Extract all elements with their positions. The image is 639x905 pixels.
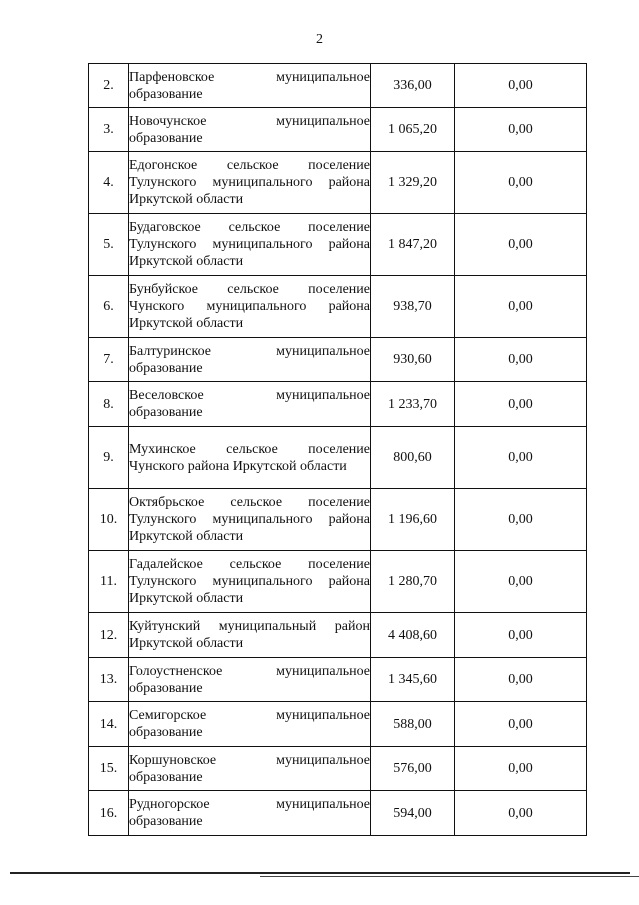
municipality-name: Балтуринское муниципальное образование: [129, 338, 371, 382]
table-row: [89, 613, 587, 658]
municipality-name: Семигорское муниципальное образование: [129, 702, 371, 747]
municipality-name: Парфеновское муниципальное образование: [129, 64, 371, 108]
value-cell: 0,00: [455, 702, 587, 747]
row-number: 14.: [89, 702, 129, 747]
amount-cell: 1 847,20: [371, 214, 455, 276]
municipality-name: Куйтунский муниципальный район Иркутской области: [129, 613, 371, 658]
table-row: [89, 658, 587, 702]
value-cell: 0,00: [455, 338, 587, 382]
table-body: [89, 64, 587, 836]
value-cell: 0,00: [455, 551, 587, 613]
row-number: 5.: [89, 214, 129, 276]
amount-cell: 1 345,60: [371, 658, 455, 702]
row-number: 12.: [89, 613, 129, 658]
amount-cell: 1 280,70: [371, 551, 455, 613]
amount-cell: 1 065,20: [371, 108, 455, 152]
municipality-name: Коршуновское муниципальное образование: [129, 747, 371, 791]
amount-cell: 588,00: [371, 702, 455, 747]
amount-cell: 336,00: [371, 64, 455, 108]
table-row: [89, 791, 587, 836]
municipality-name: Голоустненское муниципальное образование: [129, 658, 371, 702]
table-row: [89, 152, 587, 214]
municipality-name: Новочунское муниципальное образование: [129, 108, 371, 152]
row-number: 2.: [89, 64, 129, 108]
amount-cell: 594,00: [371, 791, 455, 836]
row-number: 13.: [89, 658, 129, 702]
municipality-name: Гадалейское сельское поселение Тулунского муниципального района Иркутской области: [129, 551, 371, 613]
value-cell: 0,00: [455, 382, 587, 427]
amount-cell: 4 408,60: [371, 613, 455, 658]
table-row: [89, 551, 587, 613]
municipality-name: Веселовское муниципальное образование: [129, 382, 371, 427]
scan-edge-line: [10, 872, 630, 874]
row-number: 11.: [89, 551, 129, 613]
page-number: 2: [316, 32, 323, 47]
table-row: [89, 214, 587, 276]
table-row: [89, 489, 587, 551]
amount-cell: 576,00: [371, 747, 455, 791]
value-cell: 0,00: [455, 152, 587, 214]
value-cell: 0,00: [455, 276, 587, 338]
value-cell: 0,00: [455, 747, 587, 791]
row-number: 6.: [89, 276, 129, 338]
row-number: 16.: [89, 791, 129, 836]
table-row: [89, 108, 587, 152]
table-row: [89, 427, 587, 489]
value-cell: 0,00: [455, 64, 587, 108]
municipality-name: Будаговское сельское поселение Тулунского муниципального района Иркутской области: [129, 214, 371, 276]
amount-cell: 930,60: [371, 338, 455, 382]
scan-edge-line-secondary: [260, 876, 639, 877]
municipality-name: Октябрьское сельское поселение Тулунского муниципального района Иркутской области: [129, 489, 371, 551]
row-number: 4.: [89, 152, 129, 214]
value-cell: 0,00: [455, 214, 587, 276]
amount-cell: 1 329,20: [371, 152, 455, 214]
amount-cell: 800,60: [371, 427, 455, 489]
value-cell: 0,00: [455, 108, 587, 152]
table-row: [89, 702, 587, 747]
row-number: 8.: [89, 382, 129, 427]
municipality-name: Бунбуйское сельское поселение Чунского муниципального района Иркутской области: [129, 276, 371, 338]
table-row: [89, 276, 587, 338]
row-number: 3.: [89, 108, 129, 152]
row-number: 15.: [89, 747, 129, 791]
value-cell: 0,00: [455, 489, 587, 551]
amount-cell: 1 196,60: [371, 489, 455, 551]
allocation-table: [88, 63, 587, 836]
value-cell: 0,00: [455, 791, 587, 836]
value-cell: 0,00: [455, 427, 587, 489]
row-number: 9.: [89, 427, 129, 489]
municipality-name: Рудногорское муниципальное образование: [129, 791, 371, 836]
amount-cell: 938,70: [371, 276, 455, 338]
table-row: [89, 747, 587, 791]
row-number: 10.: [89, 489, 129, 551]
amount-cell: 1 233,70: [371, 382, 455, 427]
municipality-name: Мухинское сельское поселение Чунского района Иркутской области: [129, 427, 371, 489]
row-number: 7.: [89, 338, 129, 382]
municipality-name: Едогонское сельское поселение Тулунского муниципального района Иркутской области: [129, 152, 371, 214]
table-row: [89, 64, 587, 108]
value-cell: 0,00: [455, 658, 587, 702]
value-cell: 0,00: [455, 613, 587, 658]
table-row: [89, 338, 587, 382]
table-row: [89, 382, 587, 427]
